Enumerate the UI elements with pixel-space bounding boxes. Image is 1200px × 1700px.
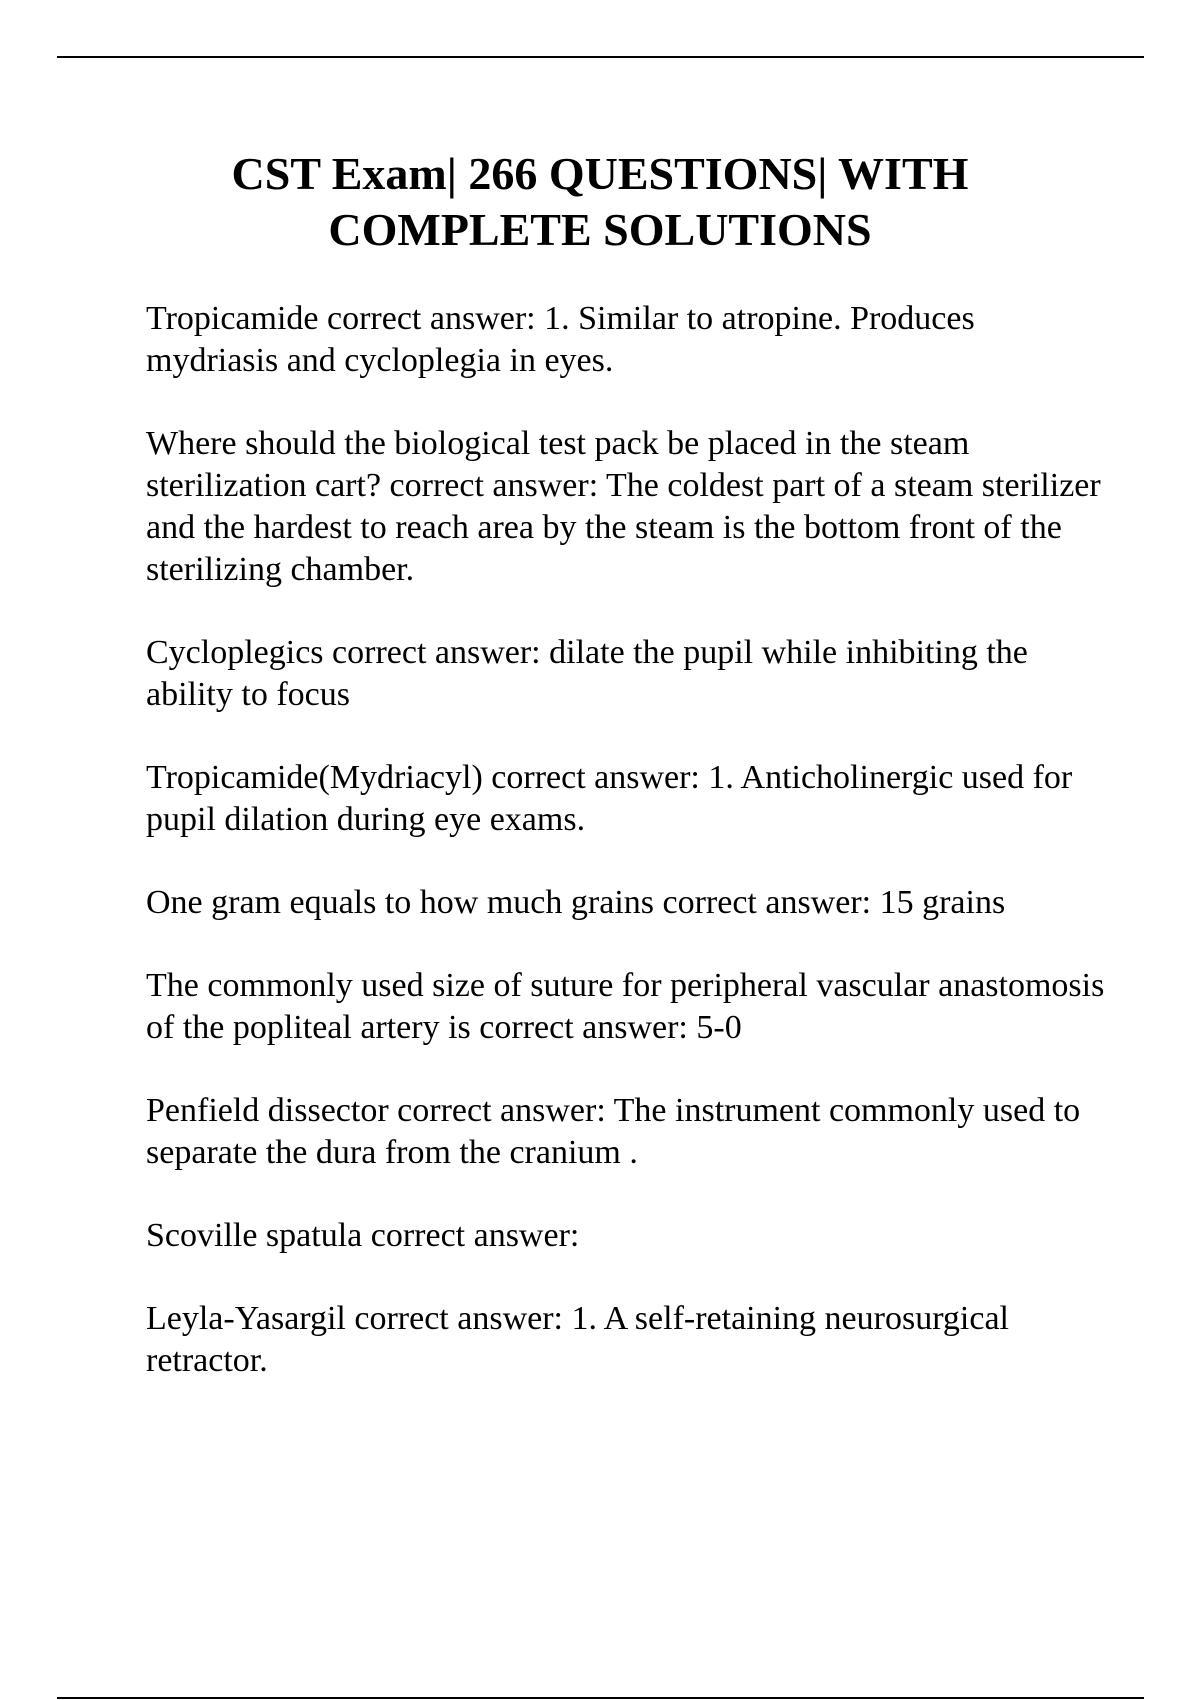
qa-item	[146, 632, 1106, 716]
answer-text: The coldest part of a steam sterilizer and the hardest to reach area by the steam is the bottom front of the sterilizing chamber.	[146, 467, 1101, 588]
qa-item	[146, 1298, 1106, 1382]
question-text: Cycloplegics	[146, 634, 324, 671]
qa-item	[146, 298, 1106, 382]
header-rule	[57, 56, 1144, 58]
answer-label: correct answer:	[470, 1009, 697, 1046]
answer-label: correct answer:	[318, 300, 545, 337]
answer-label: correct answer:	[482, 759, 709, 796]
qa-item	[146, 423, 1106, 591]
question-text: Tropicamide	[146, 300, 319, 337]
question-text: Tropicamide(Mydriacyl)	[146, 759, 483, 796]
qa-item	[146, 757, 1106, 841]
answer-label: correct answer:	[323, 634, 550, 671]
answer-label: correct answer:	[654, 884, 880, 921]
answer-text: 15 grains	[879, 884, 1006, 921]
document-title	[100, 146, 1100, 258]
title-line-1: CST Exam| 266 QUESTIONS| WITH	[231, 148, 969, 199]
qa-list	[146, 298, 1106, 1423]
answer-text: 5-0	[696, 1009, 742, 1046]
qa-item	[146, 882, 1106, 924]
answer-text: 1. Similar to atropine. Produces mydriasis and cycloplegia in eyes.	[146, 300, 975, 379]
title-line-2: COMPLETE SOLUTIONS	[328, 204, 872, 255]
qa-item	[146, 1090, 1106, 1174]
answer-text: The instrument commonly used to separate the dura from the cranium .	[146, 1092, 1081, 1171]
qa-item	[146, 965, 1106, 1049]
question-text: Where should the biological test pack be placed in the steam sterilization cart?	[146, 425, 970, 504]
question-text: Penfield dissector	[146, 1092, 389, 1129]
question-text: Scoville spatula	[146, 1217, 363, 1254]
question-text: Leyla-Yasargil	[146, 1300, 346, 1337]
question-text: One gram equals to how much grains	[146, 884, 654, 921]
footer-rule	[57, 1697, 1144, 1699]
answer-text: 1. Anticholinergic used for pupil dilation during eye exams.	[146, 759, 1073, 838]
answer-text: 1. A self-retaining neurosurgical retractor.	[146, 1300, 1009, 1379]
question-text: The commonly used size of suture for peripheral vascular anastomosis of the popliteal artery is	[146, 967, 1105, 1046]
answer-label: correct answer:	[388, 1092, 614, 1129]
answer-text: dilate the pupil while inhibiting the ability to focus	[146, 634, 1028, 713]
qa-item	[146, 1215, 1106, 1257]
answer-label: correct answer:	[381, 467, 607, 504]
answer-label: correct answer:	[345, 1300, 572, 1337]
answer-label: correct answer:	[362, 1217, 580, 1254]
